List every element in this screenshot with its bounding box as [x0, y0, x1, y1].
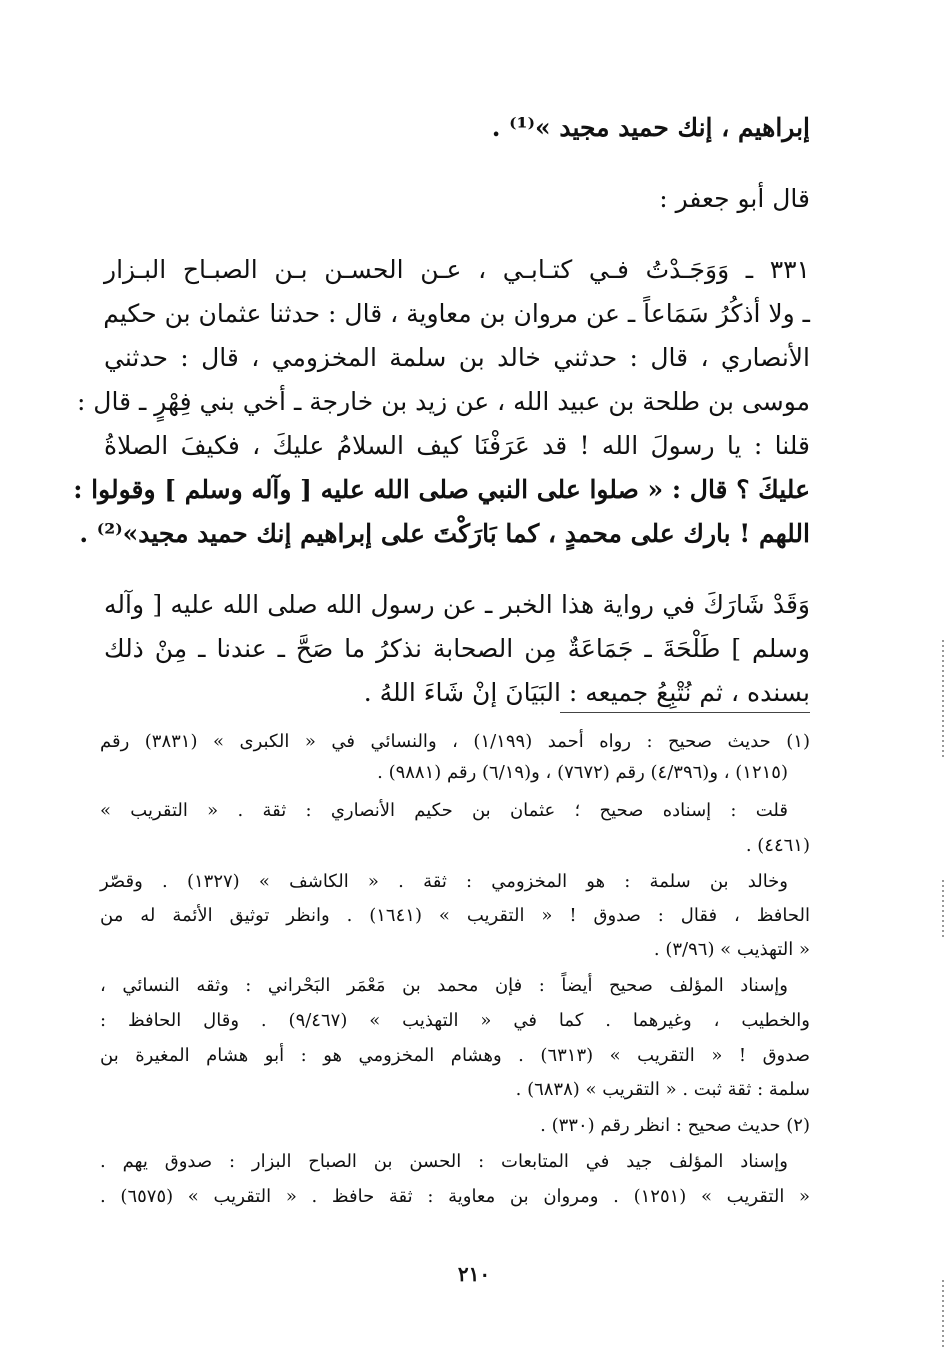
footnote-line: (١) حديث صحيح : رواه أحمد (١/١٩٩) ، والنسائي في « الكبرى » (٣٨٣١) رقم	[100, 731, 810, 752]
commentary-line: بسنده ، ثم نُتْبِعُ جميعه : البَيَانَ إنْ شَاءَ اللهُ .	[363, 678, 810, 707]
footnote-line: « التهذيب » (٣/٩٦) .	[653, 939, 810, 960]
header-line: إبراهيم ، إنك حميد مجيد »⁽¹⁾ .	[491, 113, 810, 142]
footnote-line: (٤٤٦١) .	[745, 835, 810, 856]
author-intro: قال أبو جعفر :	[659, 184, 810, 213]
commentary-line: وَقَدْ شَارَكَ في رواية هذا الخبر ـ عن رسول الله صلى الله عليه [ وآله	[104, 590, 810, 619]
scan-edge-mark	[942, 1280, 944, 1350]
footnote-line: الحافظ ، فقال : صدوق ! « التقريب » (١٦٤١) . وانظر توثيق الأئمة له من	[100, 905, 810, 926]
footnote-line: وإسناد المؤلف صحيح أيضاً : فإن محمد بن مَعْمَر البَحْراني : وثقه النسائي ،	[100, 975, 788, 996]
footnote-line: « التقريب » (١٢٥١) . ومروان بن معاوية : ثقة حافظ . « التقريب » (٦٥٧٥) .	[100, 1186, 811, 1207]
scan-edge-mark	[942, 640, 944, 760]
hadith-line: موسى بن طلحة بن عبيد الله ، عن زيد بن خارجة ـ أخي بني فِهْرٍ ـ قال :	[76, 387, 810, 416]
footnote-line: صدوق ! « التقريب » (٦٣١٣) . وهشام المخزومي هو : أبو هشام المغيرة بن	[100, 1045, 810, 1066]
footnote-line: (٢) حديث صحيح : انظر رقم (٣٣٠) .	[540, 1115, 810, 1136]
footnote-line: سلمة : ثقة ثبت . « التقريب » (٦٨٣٨) .	[515, 1079, 810, 1100]
page-number: ٢١٠	[457, 1262, 491, 1286]
commentary-line: وسلم ] طَلْحَةَ ـ جَمَاعَةٌ مِن الصحابة نذكرُ ما صَحَّ ـ عندنا ـ مِنْ ذلك	[104, 634, 810, 663]
hadith-line: ٣٣١ ـ وَوَجَـدْتُ فـي كتـابـي ، عـن الحسـن بـن الصبـاح البـزار	[104, 255, 810, 284]
footnote-line: قلت : إسناده صحيح ؛ عثمان بن حكيم الأنصاري : ثقة . « التقريب »	[100, 800, 788, 821]
hadith-line: الأنصاري ، قال : حدثني خالد بن سلمة المخزومي ، قال : حدثني	[104, 343, 810, 372]
footnote-line: (١٢١٥) ، و(٤/٣٩٦) رقم (٧٦٧٢) ، و(٦/١٩) رقم (٩٨٨١) .	[377, 762, 788, 783]
footnote-separator	[560, 712, 810, 713]
footnote-line: وإسناد المؤلف جيد في المتابعات : الحسن بن الصباح البزار : صدوق يهم .	[100, 1151, 788, 1172]
footnote-line: والخطيب ، وغيرهما . كما في « التهذيب » (٩/٤٦٧) . وقال الحافظ :	[100, 1010, 810, 1031]
hadith-line: ـ ولا أذكُرُ سَمَاعاً ـ عن مروان بن معاوية ، قال : حدثنا عثمان بن حكيم	[103, 299, 810, 328]
hadith-line: اللهم ! بارك على محمدٍ ، كما بَارَكْتَ على إبراهيم إنك حميد مجيد»⁽²⁾ .	[79, 519, 810, 548]
hadith-line: عليكَ ؟ قال : « صلوا على النبي صلى الله عليه [ وآله وسلم ] وقولوا :	[73, 475, 810, 504]
scan-edge-mark	[942, 880, 944, 940]
footnote-line: وخالد بن سلمة : هو المخزومي : ثقة . « الكاشف » (١٣٢٧) . وقصّر	[100, 871, 788, 892]
hadith-line: قلنا : يا رسولَ الله ! قد عَرَفْنَا كيف السلامُ عليكَ ، فكيفَ الصلاةُ	[104, 431, 810, 460]
